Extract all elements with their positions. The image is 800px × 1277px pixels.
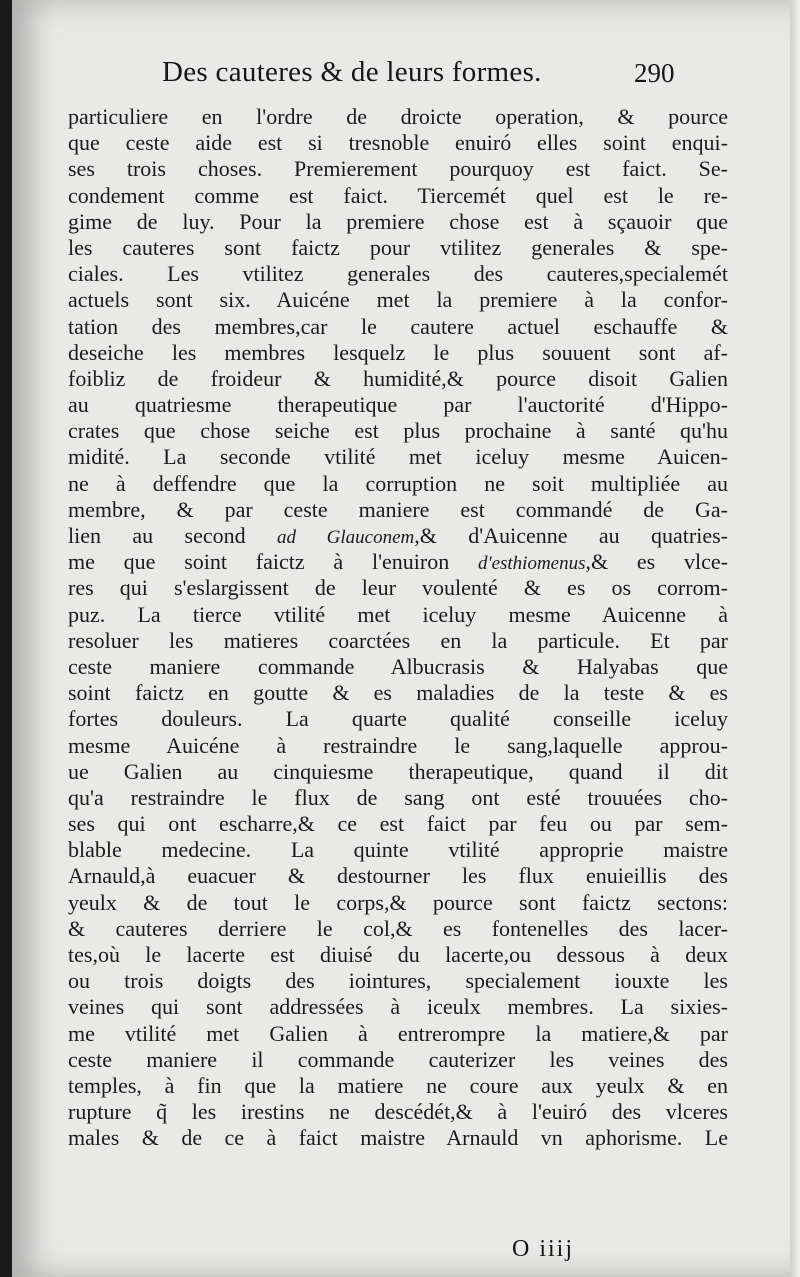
- text-line: particuliere en l'ordre de droicte operation, & pource: [68, 104, 728, 129]
- text-line: temples, à fin que la matiere ne coure aux yeulx & en: [68, 1072, 728, 1098]
- text-line: ses trois choses. Premierement pourquoy est faict. Se-: [68, 156, 728, 182]
- text-line: tes,où le lacerte est diuisé du lacerte,ou dessous à deux: [68, 942, 728, 967]
- text-line: foibliz de froideur & humidité,& pource disoit Galien: [68, 365, 728, 391]
- text-line: actuels sont six. Auicéne met la premiere à la confor-: [68, 287, 728, 313]
- page-edge: [790, 0, 800, 1277]
- text-line: veines qui sont addressées à iceulx membres. La sixies-: [68, 994, 728, 1020]
- text-line: Arnauld,à euacuer & destourner les flux enuieillis des: [68, 863, 728, 889]
- page-number: 290: [634, 58, 675, 88]
- text-line: gime de luy. Pour la premiere chose est à sçauoir que: [68, 208, 728, 234]
- text-line: ne à deffendre que la corruption ne soit multipliée au: [68, 470, 728, 496]
- page-header: [12, 56, 800, 100]
- text-line: resoluer les matieres coarctées en la particule. Et par: [68, 627, 728, 653]
- text-line: ou trois doigts des iointures, specialement iouxte les: [68, 968, 728, 994]
- text-line: res qui s'eslargissent de leur voulenté & es os corrom-: [68, 575, 728, 601]
- text-line: tation des membres,car le cautere actuel eschauffe &: [68, 313, 728, 339]
- text-line: qu'a restraindre le flux de sang ont esté trouuées cho-: [68, 784, 728, 810]
- text-line: que ceste aide est si tresnoble enuiró elles soint enqui-: [68, 130, 728, 156]
- text-line: & cauteres derriere le col,& es fontenelles des lacer-: [68, 915, 728, 941]
- text-line: ciales. Les vtilitez generales des cauteres,specialemét: [68, 261, 728, 287]
- text-line: midité. La seconde vtilité met iceluy mesme Auicen-: [68, 444, 728, 470]
- text-line: soint faictz en goutte & es maladies de la teste & es: [68, 680, 728, 706]
- text-line: me vtilité met Galien à entrerompre la matiere,& par: [68, 1020, 728, 1046]
- text-line: puz. La tierce vtilité met iceluy mesme Auicenne à: [68, 601, 728, 627]
- text-line: lien au second ad Glauconem,& d'Auicenne au quatries-: [68, 523, 728, 548]
- text-line: condement comme est faict. Tiercemét quel est le re-: [68, 182, 728, 208]
- body-text: [68, 104, 728, 1152]
- signature-mark: O iiij: [512, 1236, 575, 1262]
- text-line: ceste maniere commande Albucrasis & Halyabas que: [68, 653, 728, 679]
- text-line: ue Galien au cinquiesme therapeutique, quand il dit: [68, 758, 728, 784]
- page-footer: [12, 1236, 800, 1270]
- text-line: mesme Auicéne à restraindre le sang,laquelle approu-: [68, 732, 728, 758]
- text-line: yeulx & de tout le corps,& pource sont faictz sectons:: [68, 889, 728, 915]
- text-line: blable medecine. La quinte vtilité approprie maistre: [68, 837, 728, 863]
- text-line: fortes douleurs. La quarte qualité conseille iceluy: [68, 706, 728, 732]
- book-page: [12, 0, 800, 1277]
- text-line: les cauteres sont faictz pour vtilitez generales & spe-: [68, 234, 728, 260]
- text-line: membre, & par ceste maniere est commandé de Ga-: [68, 496, 728, 522]
- text-line: crates que chose seiche est plus prochaine à santé qu'hu: [68, 418, 728, 444]
- text-line: deseiche les membres lesquelz le plus souuent sont af-: [68, 339, 728, 365]
- running-title: Des cauteres & de leurs formes.: [162, 56, 542, 88]
- text-line: males & de ce à faict maistre Arnauld vn aphorisme. Le: [68, 1125, 728, 1151]
- text-line: au quatriesme therapeutique par l'auctorité d'Hippo-: [68, 392, 728, 418]
- text-line: me que soint faictz à l'enuiron d'esthiomenus,& es vlce-: [68, 549, 728, 575]
- text-line: rupture q̃ les irestins ne descédét,& à l'euiró des vlceres: [68, 1099, 728, 1125]
- text-line: ses qui ont escharre,& ce est faict par feu ou par sem-: [68, 811, 728, 837]
- text-line: ceste maniere il commande cauterizer les veines des: [68, 1046, 728, 1072]
